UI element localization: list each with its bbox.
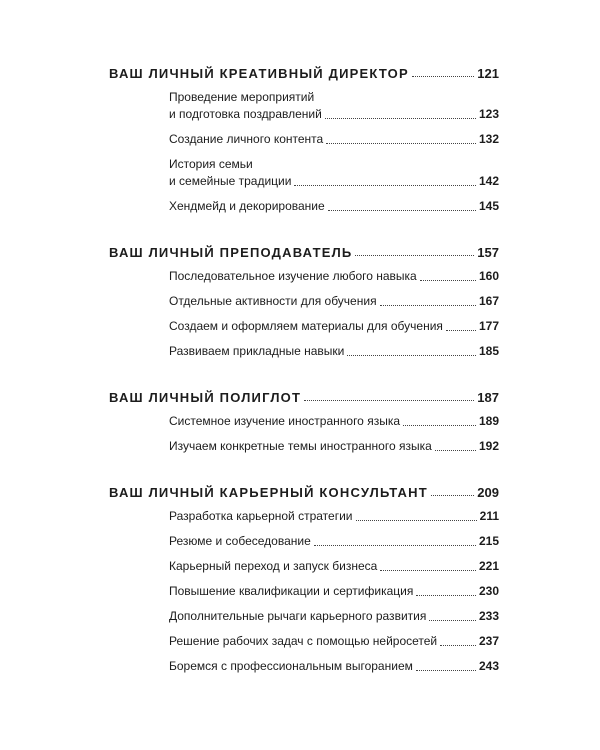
- entry-page-number: 211: [479, 509, 499, 523]
- entry-title: [169, 438, 432, 455]
- dot-leader: [328, 210, 476, 211]
- entry-page-number: 215: [478, 534, 499, 548]
- entry-title: [169, 633, 437, 650]
- dot-leader: [356, 520, 477, 521]
- entry-page-number: 221: [478, 559, 499, 573]
- dot-leader: [380, 570, 476, 571]
- entry-title-line1: Резюме и собеседование: [169, 534, 311, 548]
- entry-title: [169, 533, 311, 550]
- section-title: ВАШ ЛИЧНЫЙ ПРЕПОДАВАТЕЛЬ: [109, 245, 353, 260]
- dot-leader: [347, 355, 476, 356]
- entry-page-number: 123: [478, 107, 499, 121]
- entry-title: [169, 131, 323, 148]
- section-heading-row[interactable]: [109, 63, 499, 81]
- dot-leader: [420, 280, 476, 281]
- entry-page-number: 185: [478, 344, 499, 358]
- entry-title: [169, 583, 413, 600]
- dot-leader: [440, 645, 476, 646]
- entry-page-number: 192: [478, 439, 499, 453]
- entry-title: [169, 318, 443, 335]
- entry-page-number: 230: [478, 584, 499, 598]
- section-page-number: 209: [477, 485, 499, 500]
- toc-section: [109, 482, 499, 675]
- entry-title-line1: Системное изучение иностранного языка: [169, 414, 401, 428]
- entry-title-line1: Развиваем прикладные навыки: [169, 344, 345, 358]
- entry-page-number: 160: [478, 269, 499, 283]
- dot-leader: [431, 495, 474, 496]
- entry-title: [169, 343, 344, 360]
- entry-title-line1: Карьерный переход и запуск бизнеса: [169, 559, 378, 573]
- toc-entry[interactable]: [169, 318, 499, 335]
- entry-title-line1: Решение рабочих задач с помощью нейросетей: [169, 634, 438, 648]
- entry-page-number: 189: [478, 414, 499, 428]
- section-heading-row[interactable]: [109, 242, 499, 260]
- table-of-contents: [109, 63, 499, 702]
- toc-entry[interactable]: [169, 558, 499, 575]
- section-page-number: 187: [477, 390, 499, 405]
- toc-entry[interactable]: [169, 633, 499, 650]
- entry-title: [169, 658, 413, 675]
- entry-page-number: 142: [478, 174, 499, 188]
- entry-title-line1: Разработка карьерной стратегии: [169, 509, 353, 523]
- section-title: ВАШ ЛИЧНЫЙ КАРЬЕРНЫЙ КОНСУЛЬТАНТ: [109, 485, 428, 500]
- entry-page-number: 177: [478, 319, 499, 333]
- toc-entry[interactable]: [169, 293, 499, 310]
- dot-leader: [446, 330, 476, 331]
- entry-title-line1: Повышение квалификации и сертификация: [169, 584, 414, 598]
- entry-page-number: 145: [478, 199, 499, 213]
- entry-title-line1: Последовательное изучение любого навыка: [169, 269, 417, 283]
- dot-leader: [294, 185, 476, 186]
- dot-leader: [416, 670, 476, 671]
- dot-leader: [355, 255, 474, 256]
- entry-title-line1: Дополнительные рычаги карьерного развития: [169, 609, 427, 623]
- dot-leader: [304, 400, 474, 401]
- entry-title-line2: и подготовка поздравлений: [169, 107, 322, 121]
- toc-entry[interactable]: [169, 438, 499, 455]
- toc-entry[interactable]: [169, 131, 499, 148]
- entry-page-number: 132: [478, 132, 499, 146]
- toc-entry[interactable]: [169, 658, 499, 675]
- entry-title: [169, 413, 400, 430]
- entry-title: [169, 558, 377, 575]
- entry-title-line1: Боремся с профессиональным выгоранием: [169, 659, 413, 673]
- entry-page-number: 233: [478, 609, 499, 623]
- entry-title-line2: и семейные традиции: [169, 174, 292, 188]
- section-heading-row[interactable]: [109, 482, 499, 500]
- section-heading-row[interactable]: [109, 387, 499, 405]
- dot-leader: [326, 143, 476, 144]
- entry-title-line1: Отдельные активности для обучения: [169, 294, 377, 308]
- section-page-number: 157: [477, 245, 499, 260]
- toc-entry[interactable]: [169, 508, 499, 525]
- toc-section: [109, 63, 499, 215]
- entry-title-line1: Создание личного контента: [169, 132, 324, 146]
- dot-leader: [380, 305, 476, 306]
- entry-title: [169, 268, 417, 285]
- dot-leader: [435, 450, 476, 451]
- entry-title-line1: Хендмейд и декорирование: [169, 199, 325, 213]
- dot-leader: [325, 118, 476, 119]
- toc-entry[interactable]: [169, 156, 499, 190]
- dot-leader: [314, 545, 476, 546]
- section-title: ВАШ ЛИЧНЫЙ ПОЛИГЛОТ: [109, 390, 302, 405]
- entry-title: [169, 156, 291, 190]
- section-page-number: 121: [477, 66, 499, 81]
- toc-section: [109, 387, 499, 455]
- toc-section: [109, 242, 499, 360]
- toc-entry[interactable]: [169, 89, 499, 123]
- toc-entry[interactable]: [169, 533, 499, 550]
- entry-title: [169, 508, 353, 525]
- toc-entry[interactable]: [169, 198, 499, 215]
- entry-title-line1: История семьи: [169, 157, 253, 171]
- dot-leader: [403, 425, 476, 426]
- entry-title-line1: Создаем и оформляем материалы для обучения: [169, 319, 443, 333]
- entry-title-line1: Изучаем конкретные темы иностранного языка: [169, 439, 432, 453]
- toc-entry[interactable]: [169, 608, 499, 625]
- entry-title: [169, 198, 325, 215]
- toc-entry[interactable]: [169, 583, 499, 600]
- toc-entry[interactable]: [169, 413, 499, 430]
- entry-title: [169, 608, 426, 625]
- entry-page-number: 167: [478, 294, 499, 308]
- dot-leader: [429, 620, 476, 621]
- entry-title-line1: Проведение мероприятий: [169, 90, 315, 104]
- entry-title: [169, 89, 322, 123]
- toc-entry[interactable]: [169, 268, 499, 285]
- entry-page-number: 237: [478, 634, 499, 648]
- dot-leader: [412, 76, 474, 77]
- entry-title: [169, 293, 377, 310]
- dot-leader: [416, 595, 476, 596]
- toc-entry[interactable]: [169, 343, 499, 360]
- entry-page-number: 243: [478, 659, 499, 673]
- section-title: ВАШ ЛИЧНЫЙ КРЕАТИВНЫЙ ДИРЕКТОР: [109, 66, 409, 81]
